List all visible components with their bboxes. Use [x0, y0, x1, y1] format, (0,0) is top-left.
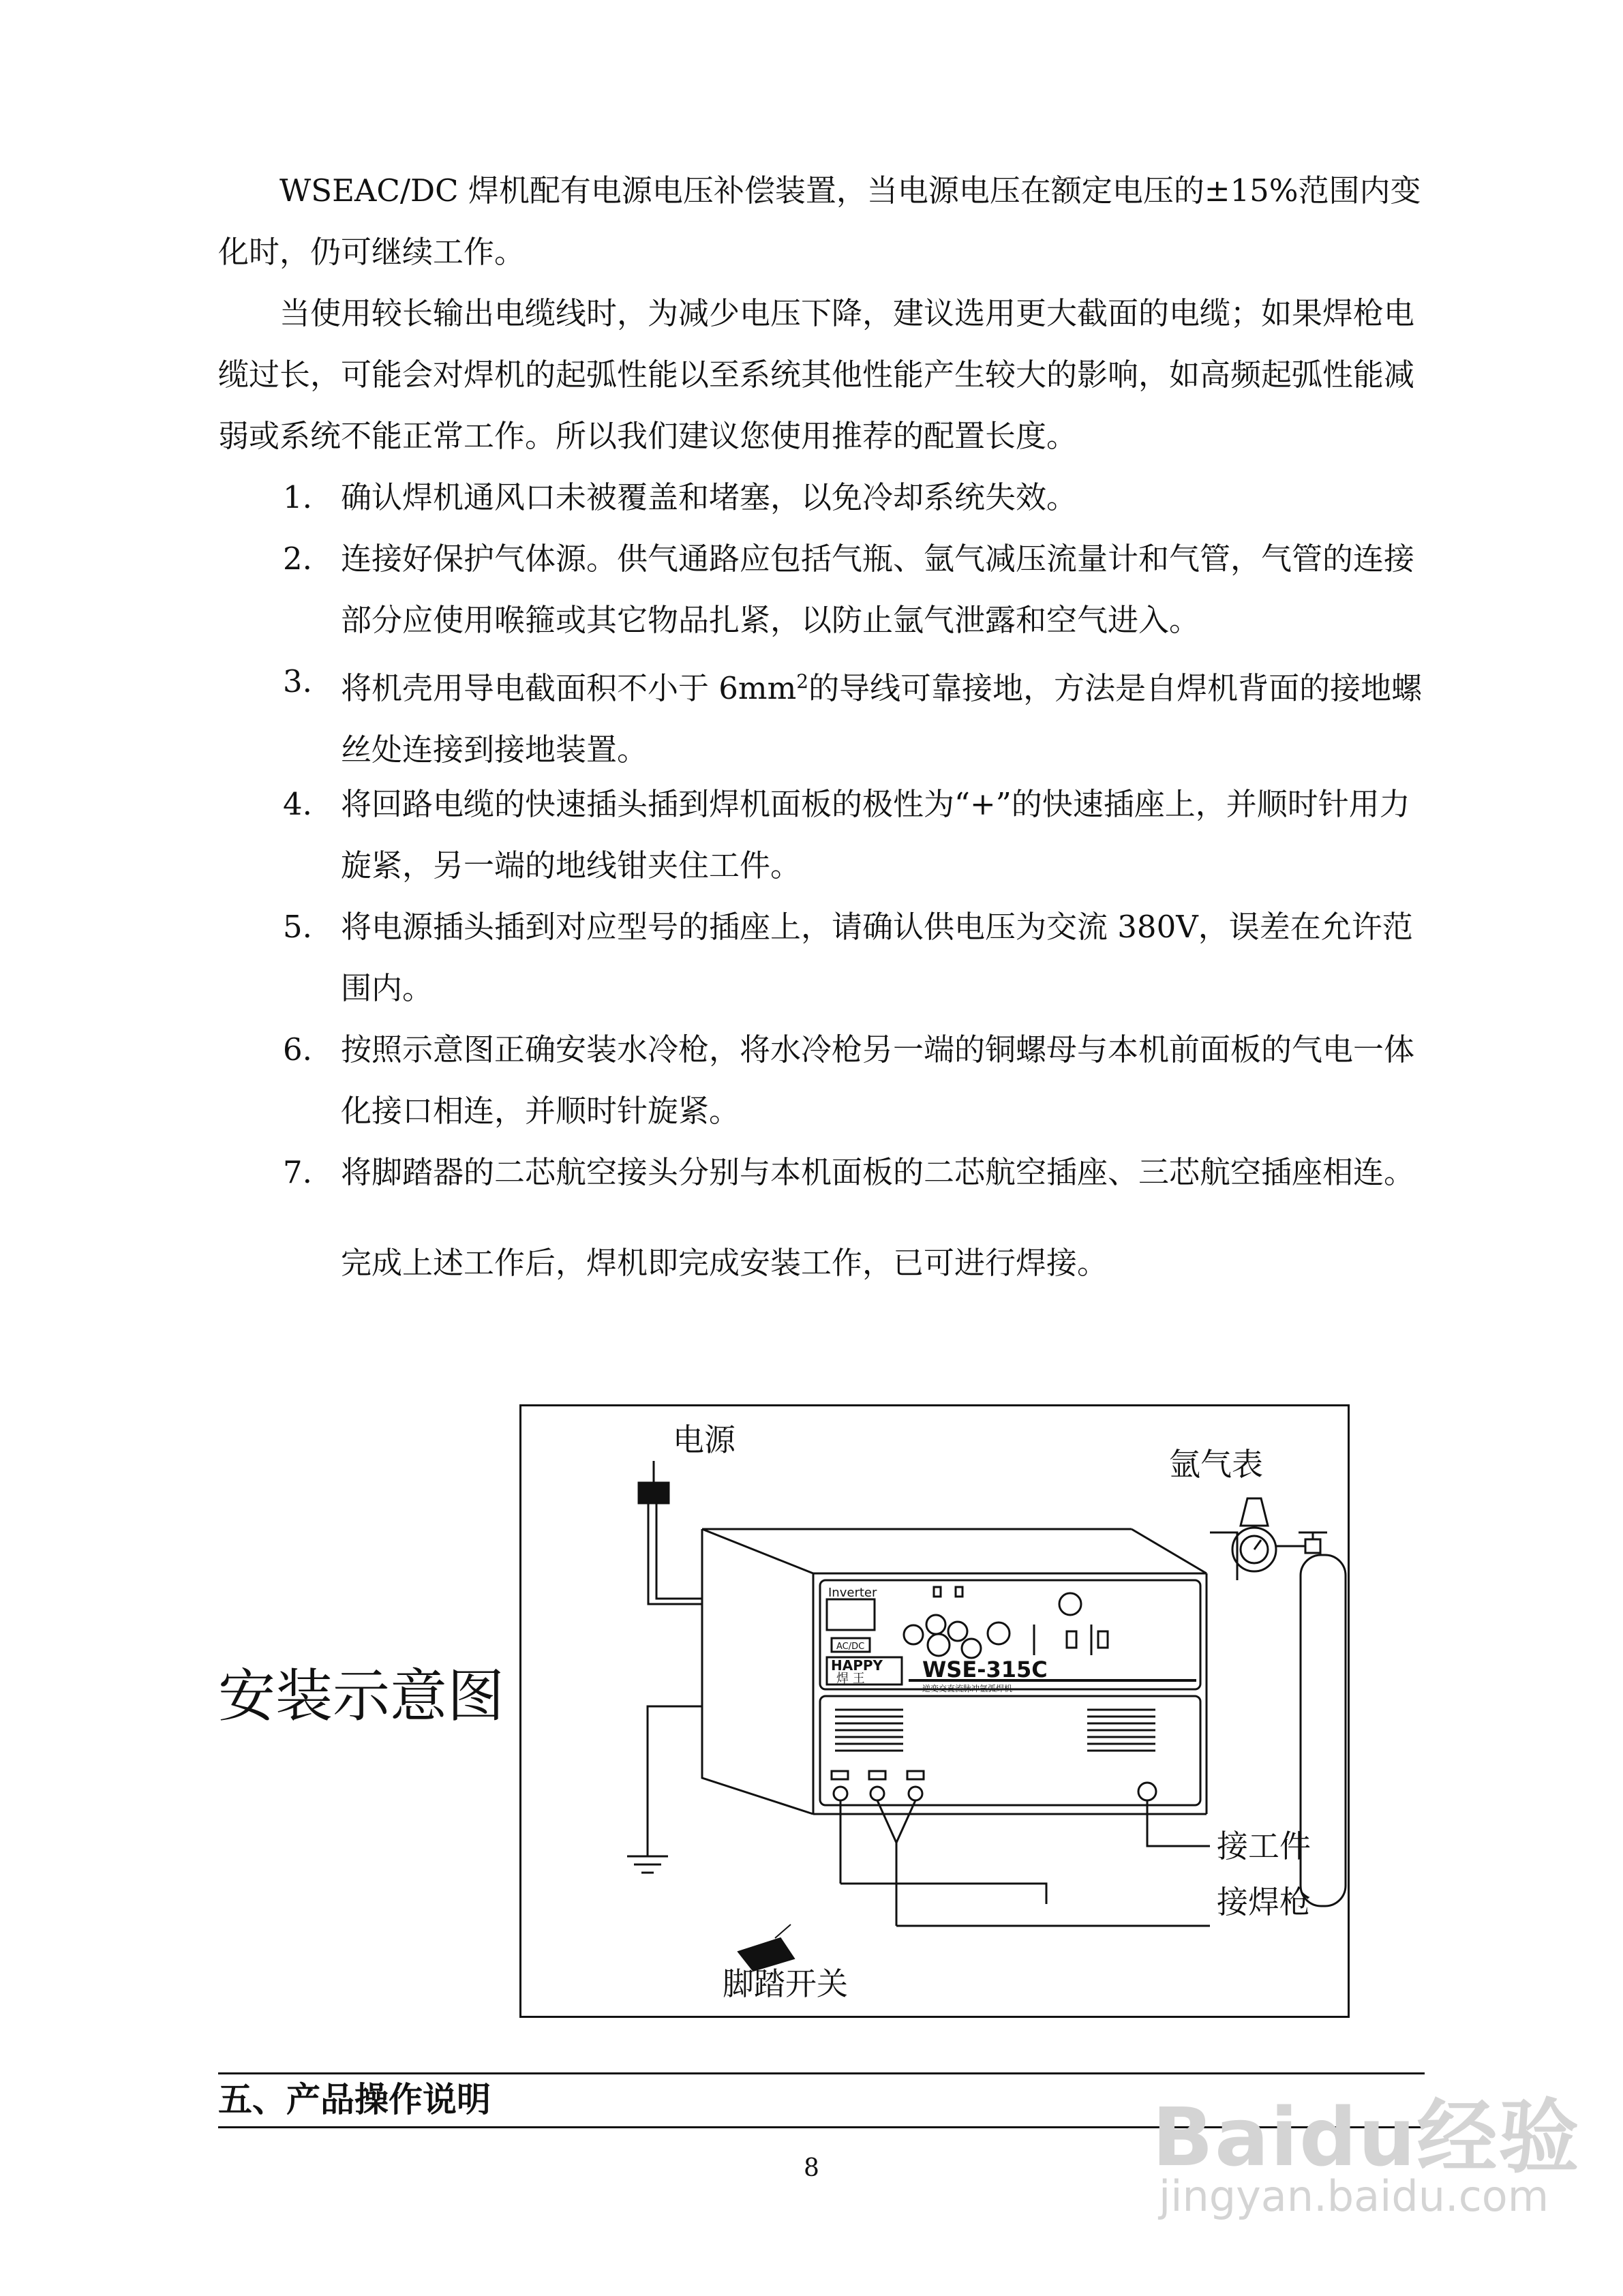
step-text — [341, 651, 1431, 781]
step-item — [283, 1019, 1431, 1142]
step-item — [283, 774, 1431, 896]
brand-text: HAPPY — [831, 1657, 883, 1674]
step-number: 7. — [283, 1154, 312, 1190]
label-workpiece: 接工件 — [1217, 1828, 1311, 1864]
step-text-part: 的导线可靠接地，方法是自焊机背面的接地螺丝处连接到接地装置。 — [341, 670, 1423, 768]
label-power: 电源 — [673, 1421, 735, 1458]
installation-diagram — [519, 1404, 1350, 2018]
step-text: 将回路电缆的快速插头插到焊机面板的极性为“+”的快速插座上，并顺时针用力旋紧，另一端的地线钳夹住工件。 — [341, 786, 1410, 883]
label-foot-switch: 脚踏开关 — [723, 1965, 848, 2002]
superscript: 2 — [796, 670, 809, 693]
diagram-drawing — [521, 1406, 1348, 2016]
step-text: 确认焊机通风口未被覆盖和堵塞，以免冷却系统失效。 — [341, 479, 1078, 515]
diagram-title: 安装示意图 — [218, 1663, 505, 1729]
final-note: 完成上述工作后，焊机即完成安装工作，已可进行焊接。 — [341, 1245, 1108, 1281]
section-heading-text: 五、产品操作说明 — [218, 2079, 491, 2119]
step-number: 3. — [283, 663, 312, 699]
step-number: 2. — [283, 541, 312, 577]
step-item — [283, 651, 1431, 781]
step-item — [283, 1142, 1431, 1203]
watermark-logo: Baidu经验 — [1152, 2090, 1581, 2184]
step-number: 5. — [283, 909, 312, 945]
step-item — [283, 528, 1431, 651]
model-sub-text: 逆变交直流脉冲氩弧焊机 — [922, 1684, 1013, 1693]
paragraph-cable-length: 当使用较长输出电缆线时，为减少电压下降，建议选用更大截面的电缆；如果焊枪电缆过长，可能会对焊机的起弧性能以至系统其他性能产生较大的影响，如高频起弧性能减弱或系统不能正常工作。所以我们建议您使用推荐的配置长度。 — [218, 295, 1415, 454]
power-plug-icon — [639, 1483, 669, 1503]
step-number: 1. — [283, 479, 312, 515]
label-torch: 接焊枪 — [1217, 1884, 1311, 1920]
inverter-text: Inverter — [828, 1586, 877, 1600]
mode-text: AC/DC — [836, 1642, 865, 1652]
watermark-url: jingyan.baidu.com — [1159, 2171, 1549, 2221]
label-argon-meter: 氩气表 — [1169, 1446, 1263, 1483]
page-number: 8 — [804, 2154, 819, 2182]
step-number: 6. — [283, 1031, 312, 1068]
step-text: 按照示意图正确安装水冷枪，将水冷枪另一端的铜螺母与本机前面板的气电一体化接口相连，并顺时针旋紧。 — [341, 1031, 1415, 1129]
step-text: 将电源插头插到对应型号的插座上，请确认供电压为交流 380V，误差在允许范围内。 — [341, 909, 1413, 1006]
brand-sub-text: 焊 王 — [836, 1672, 865, 1686]
step-number: 4. — [283, 786, 312, 822]
step-text: 连接好保护气体源。供气通路应包括气瓶、氩气减压流量计和气管，气管的连接部分应使用喉箍或其它物品扎紧，以防止氩气泄露和空气进入。 — [341, 541, 1415, 638]
model-text: WSE-315C — [922, 1657, 1048, 1682]
step-item — [283, 896, 1431, 1019]
step-text: 将脚踏器的二芯航空接头分别与本机面板的二芯航空插座、三芯航空插座相连。 — [341, 1154, 1415, 1190]
step-item — [283, 467, 1431, 528]
step-text-part: 将机壳用导电截面积不小于 6mm — [341, 670, 797, 706]
paragraph-voltage-compensation: WSEAC/DC 焊机配有电源电压补偿装置，当电源电压在额定电压的±15%范围内变化时，仍可继续工作。 — [218, 172, 1421, 270]
